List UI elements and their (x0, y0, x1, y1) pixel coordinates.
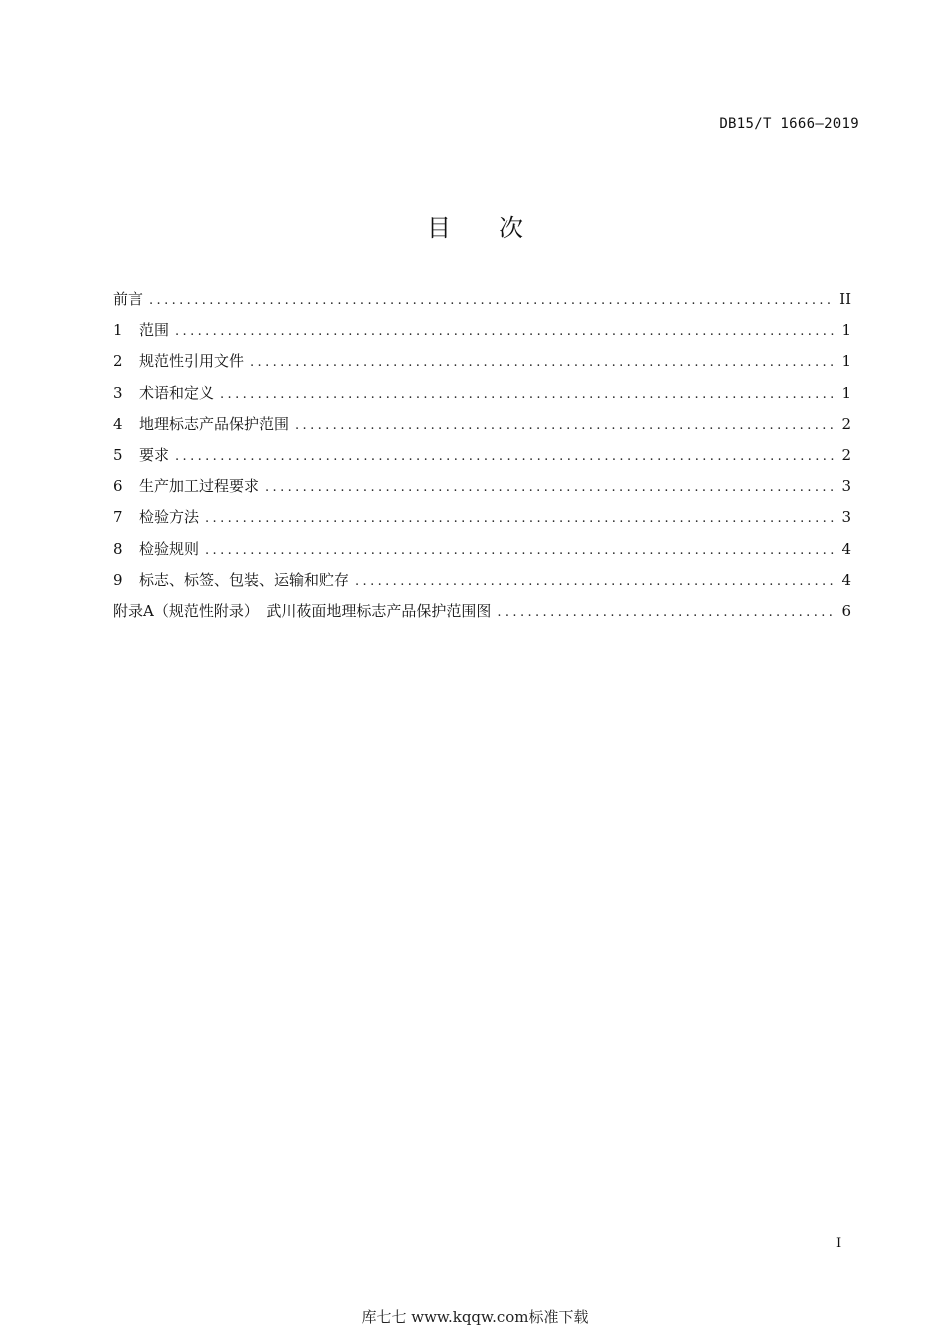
toc-entry[interactable] (113, 318, 851, 349)
toc-dot-leader (295, 414, 835, 438)
toc-entry-number: 2 (113, 352, 123, 371)
toc-entry[interactable] (113, 505, 851, 536)
toc-entry[interactable] (113, 349, 851, 380)
toc-entry-label: 前言 (113, 290, 144, 308)
toc-dot-leader (205, 539, 835, 563)
toc-dot-leader (355, 570, 835, 594)
toc-entry-page: 2 (841, 445, 851, 464)
toc-entry[interactable] (113, 537, 851, 568)
toc-entry-number: 3 (113, 383, 123, 402)
toc-dot-leader (175, 320, 835, 344)
document-code: DB15/T 1666—2019 (719, 116, 859, 132)
toc-entry-number: 1 (113, 321, 123, 340)
toc-entry[interactable] (113, 381, 851, 412)
toc-entry-label: 范围 (139, 321, 170, 340)
toc-dot-leader (205, 507, 835, 531)
toc-entry-number: 4 (113, 414, 123, 433)
toc-entry[interactable] (113, 474, 851, 505)
toc-dot-leader (220, 383, 835, 407)
toc-entry[interactable] (113, 412, 851, 443)
toc-entry-page: 1 (841, 383, 851, 402)
toc-entry-page: 6 (841, 601, 851, 620)
toc-entry-page: 3 (841, 477, 851, 496)
toc-entry-label: 地理标志产品保护范围 (139, 414, 290, 433)
toc-entry-label: 标志、标签、包装、运输和贮存 (139, 570, 350, 589)
toc-entry-page: 4 (841, 570, 851, 589)
toc-entry-label: 检验方法 (139, 508, 200, 527)
toc-entry-number: 7 (113, 508, 123, 527)
page-title: 目次 (427, 214, 571, 242)
toc-entry-label: 检验规则 (139, 539, 200, 558)
toc-entry[interactable] (113, 443, 851, 474)
toc-entry-label: 术语和定义 (139, 383, 215, 402)
toc-dot-leader (497, 601, 835, 625)
toc-entry-label: 附录A（规范性附录） 武川莜面地理标志产品保护范围图 (113, 601, 492, 620)
table-of-contents (113, 287, 851, 630)
toc-entry-number: 8 (113, 539, 123, 558)
toc-entry-page: 2 (841, 414, 851, 433)
toc-entry-number: 9 (113, 570, 123, 589)
toc-entry-page: II (839, 290, 851, 308)
toc-dot-leader (175, 445, 835, 469)
toc-dot-leader (149, 289, 833, 313)
toc-entry-page: 1 (841, 321, 851, 340)
toc-entry[interactable] (113, 568, 851, 599)
toc-dot-leader (265, 476, 835, 500)
toc-entry-page: 4 (841, 539, 851, 558)
toc-entry-number: 6 (113, 477, 123, 496)
toc-entry-label: 要求 (139, 445, 170, 464)
toc-entry-page: 3 (841, 508, 851, 527)
footer-watermark: 库七七 www.kqqw.com标准下载 (361, 1308, 589, 1326)
toc-dot-leader (250, 351, 835, 375)
toc-entry-number: 5 (113, 445, 123, 464)
toc-entry-label: 规范性引用文件 (139, 352, 245, 371)
toc-entry-label: 生产加工过程要求 (139, 477, 260, 496)
toc-entry-page: 1 (841, 352, 851, 371)
page-number: I (836, 1236, 842, 1251)
toc-entry[interactable] (113, 599, 851, 630)
toc-entry[interactable] (113, 287, 851, 318)
